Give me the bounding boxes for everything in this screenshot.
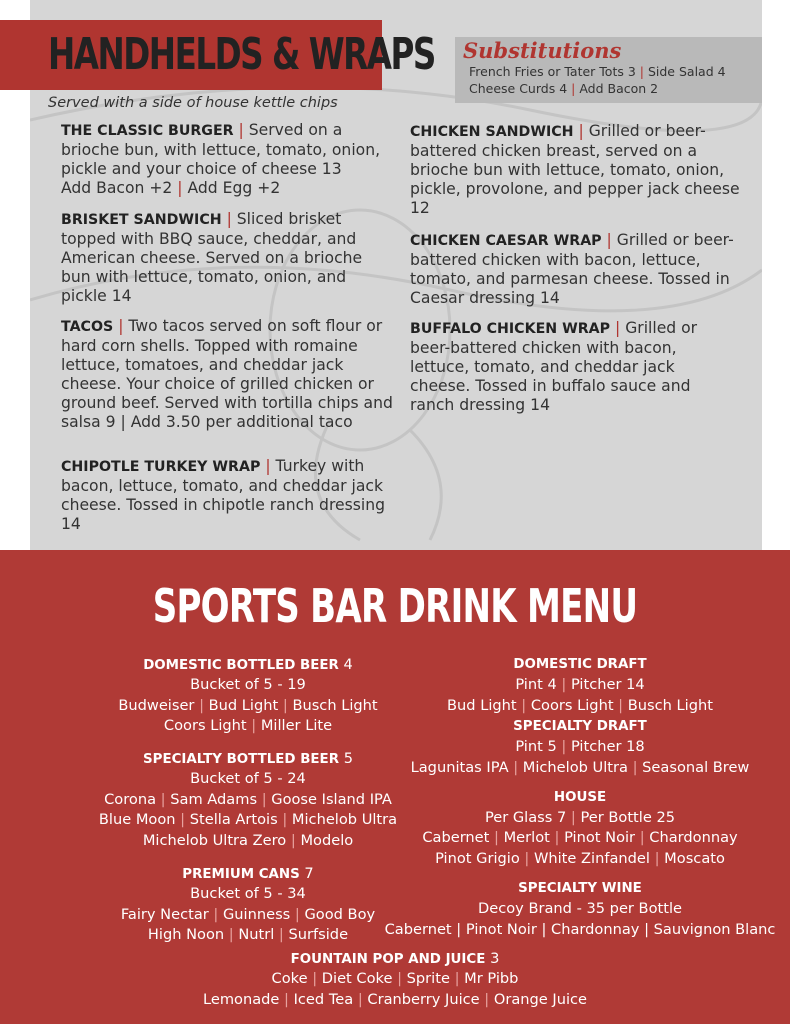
drink-text: Seasonal Brew xyxy=(642,759,750,777)
item-name: TACOS xyxy=(61,319,114,335)
drink-text: Good Boy xyxy=(304,905,376,923)
drink-text: Per Glass 7 xyxy=(484,808,567,826)
drink-text: Budweiser xyxy=(118,696,195,714)
drink-text: Chardonnay xyxy=(649,829,738,847)
substitutions-title: Substitutions xyxy=(463,38,622,63)
drink-text: Pitcher 14 xyxy=(570,676,645,693)
drink-list: Fairy Nectar | Guinness | Good Boy xyxy=(120,905,376,923)
section-title: HANDHELDS & WRAPS xyxy=(48,29,435,80)
category-heading: SPECIALTY WINE xyxy=(518,880,642,896)
drink-text: Goose Island IPA xyxy=(271,790,392,808)
menu-item: BRISKET SANDWICH | Sliced brisket topped with BBQ sauce, cheddar, and American cheese. Served on a brioche bun with lettuce, tomato, onion, and pickle 14 xyxy=(61,210,363,305)
item-description: Two tacos served on soft flour or hard corn shells. Topped with romaine lettuce, tomatoes, and cheddar jack cheese. Your choice of grilled chicken or ground beef. Served with tortilla chips and salsa 9 | Add 3.50 per additional taco xyxy=(61,317,393,431)
drink-text: Busch Light xyxy=(292,696,378,714)
drink-text: Sauvignon Blanc xyxy=(653,920,776,938)
drink-text: Diet Coke xyxy=(321,970,393,987)
menu-item: THE CLASSIC BURGER | Served on a brioche bun, with lettuce, tomato, onion, pickle and your choice of cheese 13 Add Bacon +2 | Add Egg +2 xyxy=(61,121,381,197)
menu-item: CHICKEN SANDWICH | Grilled or beer-battered chicken breast, served on a brioche bun with lettuce, tomato, onion, pickle, provolone, and pepper jack cheese 12 xyxy=(410,122,740,217)
drink-list: Budweiser | Bud Light | Busch Light xyxy=(118,696,378,714)
drink-text: Miller Lite xyxy=(260,717,333,735)
item-description: Turkey with bacon, lettuce, tomato, and cheddar jack cheese. Tossed in chipotle ranch dressing 14 xyxy=(61,457,385,533)
drink-text: Pinot Noir xyxy=(564,829,636,847)
drink-text: Lagunitas IPA xyxy=(410,759,509,777)
drink-text: Stella Artois xyxy=(189,811,278,829)
item-name: BUFFALO CHICKEN WRAP xyxy=(410,321,611,337)
drink-text: Pitcher 18 xyxy=(570,738,645,756)
drink-list: Cabernet | Merlot | Pinot Noir | Chardonnay xyxy=(422,829,738,847)
menu-item: BUFFALO CHICKEN WRAP | Grilled or beer-battered chicken with bacon, lettuce, tomato, and cheddar jack cheese. Tossed in buffalo sauce and ranch dressing 14 xyxy=(410,319,698,414)
category-heading xyxy=(0,948,790,969)
drink-list: Bud Light | Coors Light | Busch Light xyxy=(447,696,713,714)
drink-text: Bud Light xyxy=(447,696,517,714)
item-description: Grilled or beer-battered chicken with bacon, lettuce, tomato, and parmesan cheese. Tossed in Caesar dressing 14 xyxy=(410,231,734,307)
drink-text: Cabernet xyxy=(384,920,452,938)
substitutions-box xyxy=(455,37,762,103)
drink-text: Per Bottle 25 xyxy=(580,808,676,826)
drink-text: Chardonnay xyxy=(551,920,640,938)
drink-text: Guinness xyxy=(222,905,291,923)
drink-text: Pinot Noir xyxy=(465,920,537,938)
drink-text: Merlot xyxy=(503,829,550,847)
drink-text: 5 xyxy=(343,750,353,768)
drink-text: Mr Pibb xyxy=(464,970,519,987)
drink-text: Fairy Nectar xyxy=(120,905,209,923)
drink-text: SPECIALTY BOTTLED BEER xyxy=(143,752,340,768)
drink-list: Pinot Grigio | White Zinfandel | Moscato xyxy=(435,850,725,868)
drink-text: Sprite xyxy=(406,970,450,987)
draft-prices: Pint 5 | Pitcher 18 xyxy=(515,738,645,756)
section-title-banner xyxy=(0,20,435,90)
drink-text: Cranberry Juice xyxy=(367,990,480,1008)
drink-column-right xyxy=(370,654,790,940)
drink-column-bottom xyxy=(0,948,790,1010)
drink-list: High Noon | Nutrl | Surfside xyxy=(147,926,349,944)
item-name: BRISKET SANDWICH xyxy=(61,212,222,228)
bucket-price: Bucket of 5 - 19 xyxy=(190,676,306,693)
served-note: Served with a side of house kettle chips xyxy=(48,95,338,111)
sub-curds: Cheese Curds 4 xyxy=(469,81,568,96)
drink-text: DOMESTIC BOTTLED BEER xyxy=(143,658,339,673)
item-name: THE CLASSIC BURGER xyxy=(61,123,234,139)
drink-list: Blue Moon | Stella Artois | Michelob Ultra xyxy=(98,811,398,829)
drink-list: Lagunitas IPA | Michelob Ultra | Seasonal Brew xyxy=(410,759,750,777)
drink-menu-section xyxy=(0,550,790,1024)
drink-text: White Zinfandel xyxy=(533,850,650,868)
drink-text: Nutrl xyxy=(238,926,275,944)
drink-text: 7 xyxy=(304,864,314,882)
drink-text: Pint 4 xyxy=(515,676,557,693)
drink-text: Surfside xyxy=(288,926,349,944)
menu-item: TACOS | Two tacos served on soft flour or hard corn shells. Topped with romaine lettuce, tomatoes, and cheddar jack cheese. Your choice of grilled chicken or ground beef. Served with tortilla chips and salsa 9 | Add 3.50 per additional taco xyxy=(61,317,393,431)
drink-list: Lemonade | Iced Tea | Cranberry Juice | Orange Juice xyxy=(202,990,588,1008)
drink-text: Blue Moon xyxy=(98,811,176,829)
drink-text: High Noon xyxy=(147,926,225,944)
sub-fries: French Fries or Tater Tots 3 xyxy=(469,64,636,79)
drink-text: 4 xyxy=(343,656,353,673)
menu-item: CHICKEN CAESAR WRAP | Grilled or beer-battered chicken with bacon, lettuce, tomato, and parmesan cheese. Tossed in Caesar dressing 14 xyxy=(410,231,734,307)
item-description: Grilled or beer-battered chicken with bacon, lettuce, tomato, and cheddar jack cheese. Tossed in buffalo sauce and ranch dressing 14 xyxy=(410,319,698,414)
drink-text: Iced Tea xyxy=(293,990,354,1008)
sub-bacon: Add Bacon 2 xyxy=(579,81,659,96)
drink-text: Modelo xyxy=(300,832,354,850)
drink-text: Sam Adams xyxy=(170,790,258,808)
drink-text: Busch Light xyxy=(627,696,713,714)
drink-text: Michelob Ultra xyxy=(291,811,398,829)
item-addon: Add Bacon +2 xyxy=(61,179,173,197)
menu-item: CHIPOTLE TURKEY WRAP | Turkey with bacon, lettuce, tomato, and cheddar jack cheese. Tossed in chipotle ranch dressing 14 xyxy=(61,457,385,533)
drink-list: Cabernet | Pinot Noir | Chardonnay | Sauvignon Blanc xyxy=(384,920,776,938)
drink-list: Corona | Sam Adams | Goose Island IPA xyxy=(104,790,392,808)
drink-text: Michelob Ultra xyxy=(522,759,628,777)
draft-prices: Pint 4 | Pitcher 14 xyxy=(515,676,645,693)
drink-list: Michelob Ultra Zero | Modelo xyxy=(142,832,354,850)
category-heading: DOMESTIC DRAFT xyxy=(513,657,647,672)
drink-text: FOUNTAIN POP AND JUICE xyxy=(290,952,486,967)
drink-list: Coke | Diet Coke | Sprite | Mr Pibb xyxy=(271,970,519,987)
drink-text: Coors Light xyxy=(530,696,614,714)
item-description: Served on a brioche bun, with lettuce, tomato, onion, pickle and your choice of cheese 13 xyxy=(61,121,381,178)
sub-salad: Side Salad 4 xyxy=(647,64,726,79)
item-name: CHIPOTLE TURKEY WRAP xyxy=(61,459,261,475)
wine-prices: Per Glass 7 | Per Bottle 25 xyxy=(484,808,676,826)
drink-text: Pint 5 xyxy=(515,738,557,756)
item-name: CHICKEN SANDWICH xyxy=(410,124,574,140)
drink-text: Michelob Ultra Zero xyxy=(142,832,287,850)
bucket-price: Bucket of 5 - 24 xyxy=(190,770,306,788)
substitutions-line-2: Cheese Curds 4 | Add Bacon 2 xyxy=(469,81,659,96)
substitutions-line-1: French Fries or Tater Tots 3 | Side Salad 4 xyxy=(469,64,726,79)
item-description: Sliced brisket topped with BBQ sauce, cheddar, and American cheese. Served on a brioche bun with lettuce, tomato, onion, and pickle 14 xyxy=(61,210,363,305)
drink-menu-title: SPORTS BAR DRINK MENU xyxy=(152,579,638,633)
drink-text: Coors Light xyxy=(163,717,247,735)
drink-text: Lemonade xyxy=(202,990,280,1008)
item-addon: Add Egg +2 xyxy=(187,179,281,197)
category-heading: SPECIALTY DRAFT xyxy=(513,719,647,735)
item-description: Grilled or beer-battered chicken breast, served on a brioche bun with lettuce, tomato, onion, pickle, provolone, and pepper jack cheese 12 xyxy=(410,122,740,217)
bucket-price: Bucket of 5 - 34 xyxy=(190,884,306,902)
drink-text: Orange Juice xyxy=(493,990,588,1008)
drink-text: Bud Light xyxy=(208,696,279,714)
drink-text: PREMIUM CANS xyxy=(182,866,300,882)
drink-text: 3 xyxy=(490,950,500,967)
category-heading: HOUSE xyxy=(553,789,607,805)
drink-list: Coors Light | Miller Lite xyxy=(163,717,333,735)
drink-text: Corona xyxy=(104,790,157,808)
wine-note: Decoy Brand - 35 per Bottle xyxy=(478,899,682,917)
drink-text: Pinot Grigio xyxy=(435,850,520,868)
item-name: CHICKEN CAESAR WRAP xyxy=(410,233,602,249)
drink-text: Cabernet xyxy=(422,829,490,847)
drink-text: Moscato xyxy=(664,850,725,868)
drink-text: Coke xyxy=(271,970,308,987)
